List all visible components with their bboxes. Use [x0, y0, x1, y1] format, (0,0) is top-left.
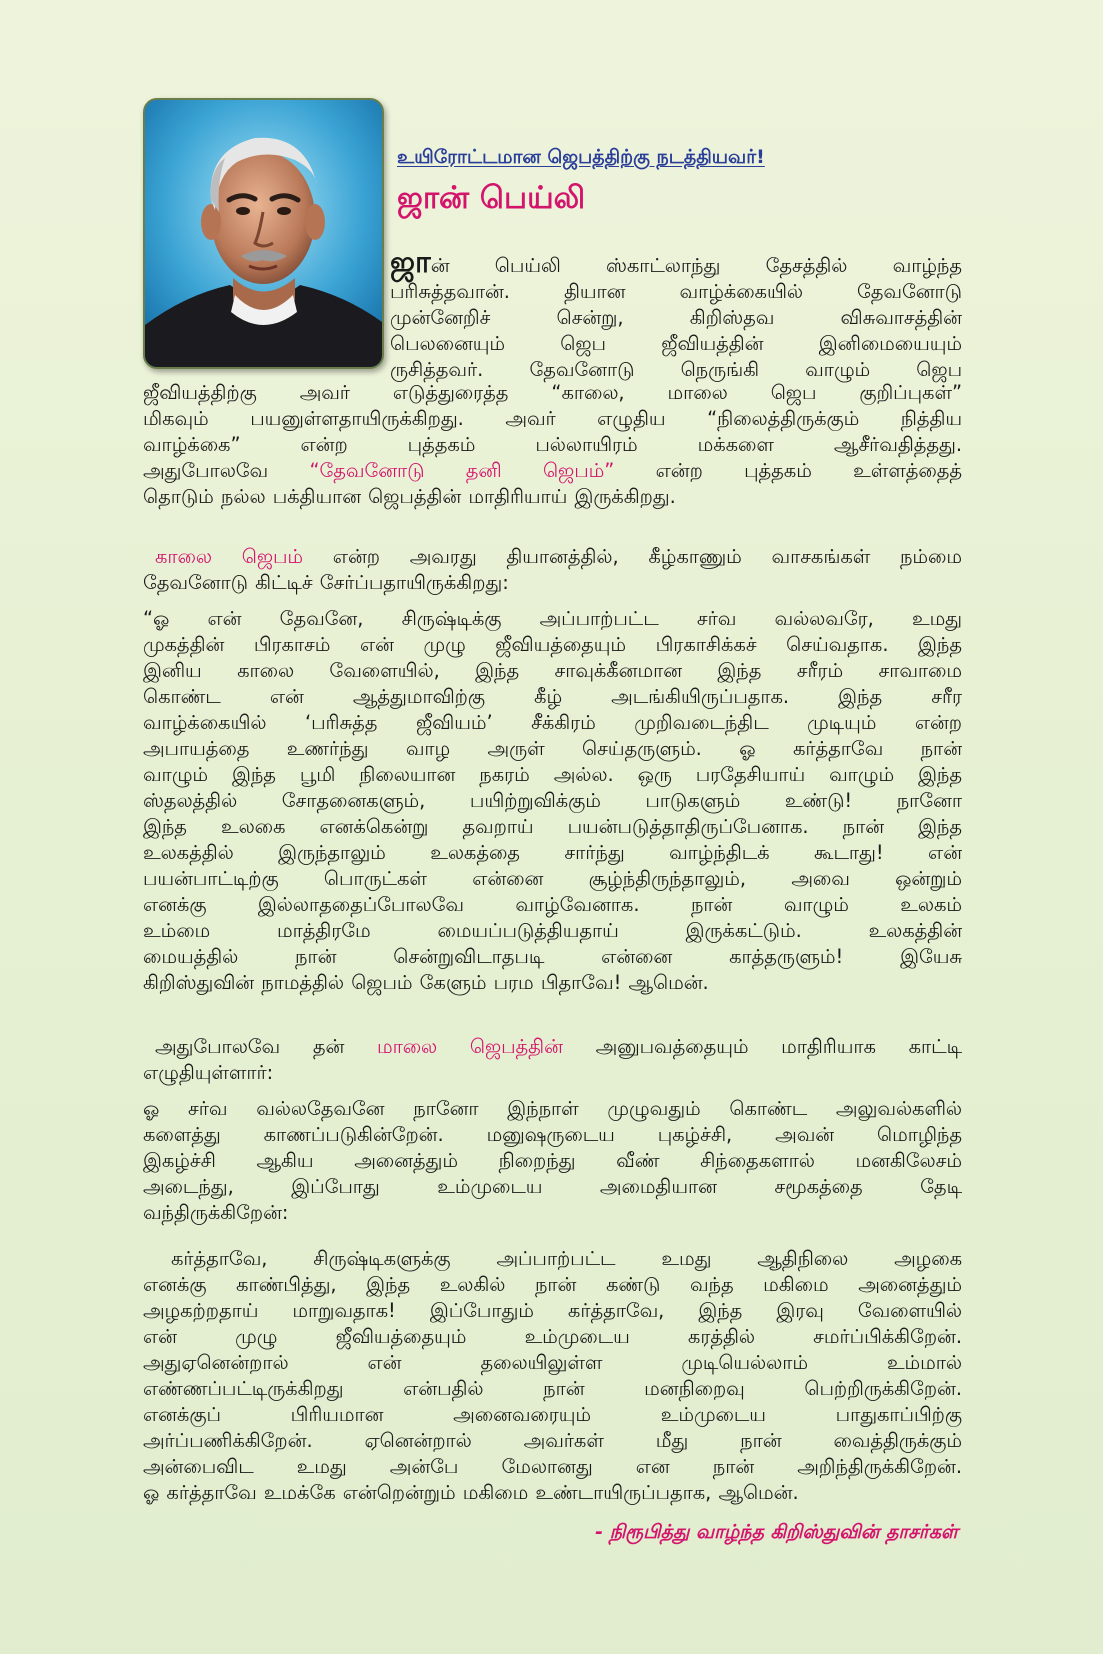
article-subtitle: உயிரோட்டமான ஜெபத்திற்கு நடத்தியவர்!: [397, 146, 765, 168]
book-line-prefix: அதுபோலவே: [143, 459, 310, 482]
evening-prayer-line: வந்திருக்கிறேன்:: [143, 1201, 289, 1224]
morning-prayer-line: ஸ்தலத்தில் சோதனைகளும், பயிற்றுவிக்கும் பாடுகளும் உண்டு! நானோ: [143, 789, 962, 812]
article-title-name: ஜான் பெய்லி: [397, 180, 586, 216]
evening-prayer-paragraph-1: [143, 1096, 962, 1226]
morning-prayer-line: வாழ்க்கையில் ‘பரிசுத்த ஜீவியம்’ சீக்கிரம் முறிவடைந்திட முடியும் என்ற: [143, 711, 962, 734]
intro-side-paragraph: [390, 245, 962, 383]
evening-prayer-line: ஓ சர்வ வல்லதேவனே நானோ இந்நாள் முழுவதும் கொண்ட அலுவல்களில்: [143, 1097, 962, 1120]
book-line: [143, 458, 962, 484]
evening-prayer-line: ஓ கர்த்தாவே உமக்கே என்றென்றும் மகிமை உண்டாயிருப்பதாக, ஆமென்.: [143, 1481, 799, 1504]
portrait-illustration: [145, 100, 382, 367]
evening-prayer-line: எனக்கு காண்பித்து, இந்த உலகில் நான் கண்டு வந்த மகிமை அனைத்தும்: [143, 1273, 962, 1296]
morning-prayer-line: மையத்தில் நான் சென்றுவிடாதபடி என்னை காத்தருளும்! இயேசு: [143, 945, 962, 968]
intro-line: தொடும் நல்ல பக்தியான ஜெபத்தின் மாதிரியாய் இருக்கிறது.: [143, 485, 676, 508]
morning-prayer-line: பயன்பாட்டிற்கு பொருட்கள் என்னை சூழ்ந்திருந்தாலும், அவை ஒன்றும்: [143, 867, 962, 890]
morning-prayer-line: கொண்ட என் ஆத்துமாவிற்கு கீழ் அடங்கியிருப்பதாக. இந்த சரீர: [143, 685, 962, 708]
intro-line: மிகவும் பயனுள்ளதாயிருக்கிறது. அவர் எழுதிய “நிலைத்திருக்கும் நித்திய: [143, 407, 962, 430]
evening-intro-prefix: அதுபோலவே தன்: [155, 1035, 377, 1058]
evening-prayer-paragraph-2: [143, 1246, 962, 1506]
morning-prayer-highlight: காலை ஜெபம்: [155, 545, 304, 568]
evening-prayer-line: எண்ணப்பட்டிருக்கிறது என்பதில் நான் மனநிறைவு பெற்றிருக்கிறேன்.: [143, 1377, 962, 1400]
evening-prayer-line: அதுஏனென்றால் என் தலையிலுள்ள முடியெல்லாம் உம்மால்: [143, 1351, 962, 1374]
intro-line: ஜீவியத்திற்கு அவர் எடுத்துரைத்த “காலை, மாலை ஜெப குறிப்புகள்”: [143, 381, 962, 404]
intro-full-paragraph: [143, 380, 962, 510]
morning-intro-rest: என்ற அவரது தியானத்தில், கீழ்காணும் வாசகங்கள் நம்மை: [303, 545, 962, 568]
morning-prayer-line: “ஓ என் தேவனே, சிருஷ்டிக்கு அப்பாற்பட்ட சர்வ வல்லவரே, உமது: [143, 607, 962, 630]
intro-side-line: ன் பெய்லி ஸ்காட்லாந்து தேசத்தில் வாழ்ந்த: [430, 254, 962, 277]
evening-prayer-line: அன்பைவிட உமது அன்பே மேலானது என நான் அறிந்திருக்கிறேன்.: [143, 1455, 962, 1478]
intro-side-line: ருசித்தவர். தேவனோடு நெருங்கி வாழும் ஜெப: [390, 358, 962, 381]
morning-prayer-line: முகத்தின் பிரகாசம் என் முழு ஜீவியத்தையும் பிரகாசிக்கச் செய்வதாக. இந்த: [143, 633, 962, 656]
evening-prayer-line: அர்ப்பணிக்கிறேன். ஏனென்றால் அவர்கள் மீது நான் வைத்திருக்கும்: [143, 1429, 962, 1452]
intro-side-line: பரிசுத்தவான். தியான வாழ்க்கையில் தேவனோடு: [390, 280, 962, 303]
evening-intro-line: [143, 1034, 962, 1060]
morning-prayer-line: வாழும் இந்த பூமி நிலையான நகரம் அல்ல. ஒரு பரதேசியாய் வாழும் இந்த: [143, 763, 962, 786]
evening-intro-paragraph: [143, 1034, 962, 1086]
source-credit: - நிரூபித்து வாழ்ந்த கிறிஸ்துவின் தாசர்கள்: [595, 1521, 958, 1543]
morning-prayer-line: அபாயத்தை உணர்ந்து வாழ அருள் செய்தருளும். ஓ கர்த்தாவே நான்: [143, 737, 962, 760]
morning-intro-paragraph: [143, 544, 962, 596]
evening-prayer-line: என் முழு ஜீவியத்தையும் உம்முடைய கரத்தில் சமர்ப்பிக்கிறேன்.: [143, 1325, 962, 1348]
morning-prayer-line: கிறிஸ்துவின் நாமத்தில் ஜெபம் கேளும் பரம பிதாவே! ஆமென்.: [143, 971, 709, 994]
book-line-suffix: என்ற புத்தகம் உள்ளத்தைத்: [614, 459, 962, 482]
morning-prayer-line: எனக்கு இல்லாததைப்போலவே வாழ்வேனாக. நான் வாழும் உலகம்: [143, 893, 962, 916]
dropcap-letter: ஜா: [390, 245, 431, 280]
intro-side-line: முன்னேறிச் சென்று, கிறிஸ்தவ விசுவாசத்தின்: [390, 306, 962, 329]
morning-prayer-paragraph: [143, 606, 962, 996]
intro-line: வாழ்க்கை” என்ற புத்தகம் பல்லாயிரம் மக்களை ஆசீர்வதித்தது.: [143, 433, 962, 456]
morning-prayer-line: உம்மை மாத்திரமே மையப்படுத்தியதாய் இருக்கட்டும். உலகத்தின்: [143, 919, 962, 942]
morning-prayer-line: இந்த உலகை எனக்கென்று தவறாய் பயன்படுத்தாதிருப்பேனாக. நான் இந்த: [143, 815, 962, 838]
book-title-highlight: “தேவனோடு தனி ஜெபம்”: [309, 459, 615, 482]
evening-prayer-line: இகழ்ச்சி ஆகிய அனைத்தும் நிறைந்து வீண் சிந்தைகளால் மனகிலேசம்: [143, 1149, 962, 1172]
evening-prayer-line: அடைந்து, இப்போது உம்முடைய அமைதியான சமூகத்தை தேடி: [143, 1175, 962, 1198]
intro-side-line: பெலனையும் ஜெப ஜீவியத்தின் இனிமையையும்: [390, 332, 962, 355]
morning-intro-line: தேவனோடு கிட்டிச் சேர்ப்பதாயிருக்கிறது:: [143, 571, 509, 594]
evening-intro-rest: அனுபவத்தையும் மாதிரியாக காட்டி: [562, 1035, 963, 1058]
evening-prayer-line: கர்த்தாவே, சிருஷ்டிகளுக்கு அப்பாற்பட்ட உமது ஆதிநிலை அழகை: [171, 1247, 962, 1270]
morning-prayer-line: உலகத்தில் இருந்தாலும் உலகத்தை சார்ந்து வாழ்ந்திடக் கூடாது! என்: [143, 841, 962, 864]
evening-prayer-highlight: மாலை ஜெபத்தின்: [376, 1035, 563, 1058]
morning-intro-line: [143, 544, 962, 570]
evening-prayer-line: களைத்து காணப்படுகின்றேன். மனுஷருடைய புகழ்ச்சி, அவன் மொழிந்த: [143, 1123, 962, 1146]
john-baillie-portrait: [143, 98, 384, 369]
evening-intro-line: எழுதியுள்ளார்:: [143, 1061, 274, 1084]
evening-prayer-line: அழகற்றதாய் மாறுவதாக! இப்போதும் கர்த்தாவே, இந்த இரவு வேளையில்: [143, 1299, 962, 1322]
evening-prayer-line: எனக்குப் பிரியமான அனைவரையும் உம்முடைய பாதுகாப்பிற்கு: [143, 1403, 962, 1426]
morning-prayer-line: இனிய காலை வேளையில், இந்த சாவுக்கீனமான இந்த சரீரம் சாவாமை: [143, 659, 962, 682]
